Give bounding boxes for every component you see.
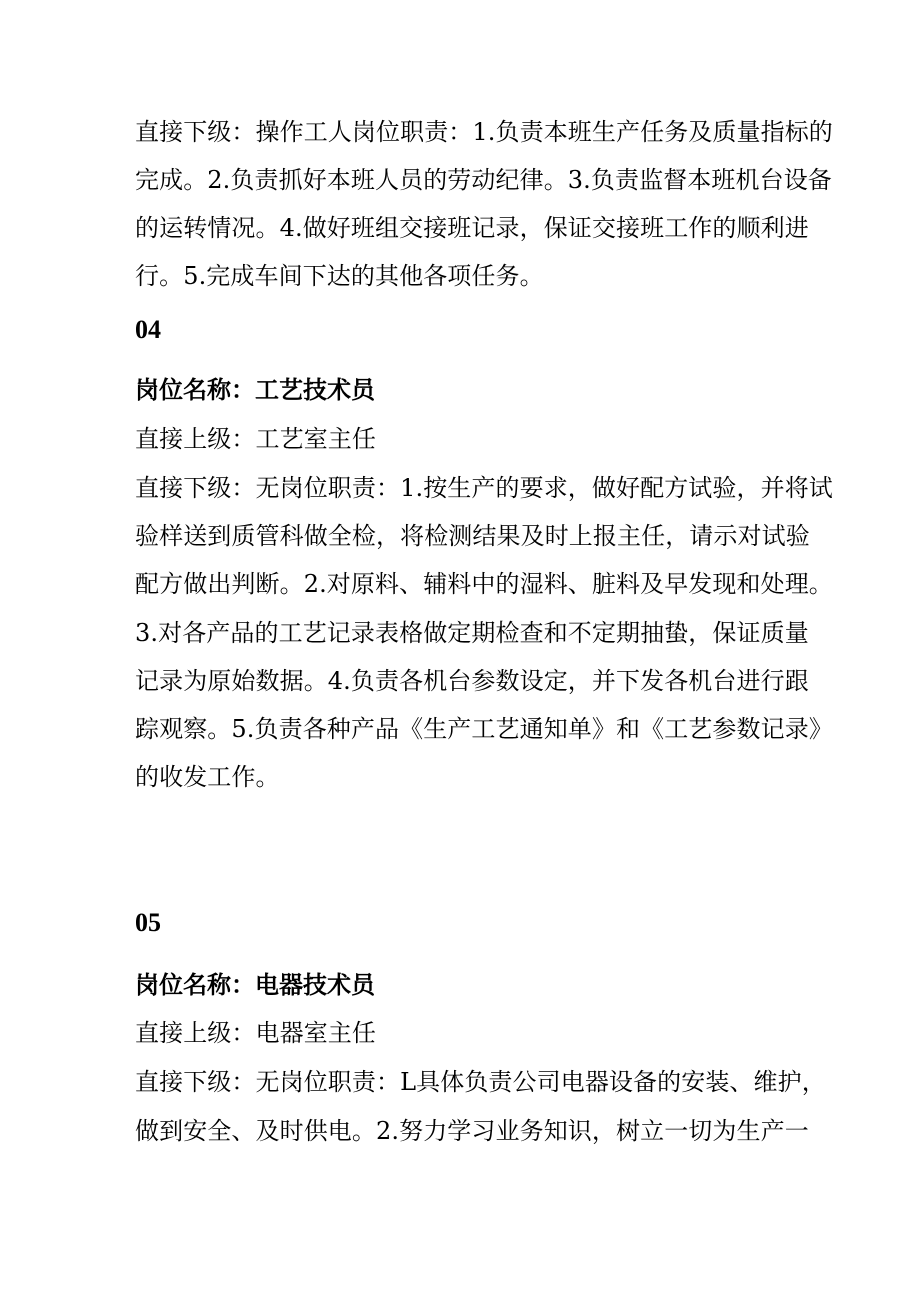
section-04-duties-line-7: 的收发工作。 (135, 763, 280, 791)
section-05-duties-line-2: 做到安全、及时供电。2.努力学习业务知识，树立一切为生产一 (135, 1117, 809, 1145)
section-04-duties-line-2: 验样送到质管科做全检，将检测结果及时上报主任，请示对试验 (135, 522, 810, 550)
section-05-title: 岗位名称：电器技术员 (135, 970, 375, 999)
section-04-duties-line-3: 配方做出判断。2.对原料、辅料中的湿料、脏料及早发现和处理。 (135, 570, 833, 598)
intro-line-3: 的运转情况。4.做好班组交接班记录，保证交接班工作的顺利进 (135, 214, 809, 242)
section-04-duties-line-1: 直接下级：无岗位职责：1.按生产的要求，做好配方试验，并将试 (135, 474, 833, 502)
section-04-superior: 直接上级：工艺室主任 (135, 425, 376, 453)
section-05-duties-line-1: 直接下级：无岗位职责：L具体负责公司电器设备的安装、维护， (135, 1068, 826, 1096)
intro-line-4: 行。5.完成车间下达的其他各项任务。 (135, 262, 544, 290)
section-04-duties-line-6: 踪观察。5.负责各种产品《生产工艺通知单》和《工艺参数记录》 (135, 715, 833, 743)
section-04-duties-line-4: 3.对各产品的工艺记录表格做定期检查和不定期抽蛰，保证质量 (135, 619, 809, 647)
section-04-title: 岗位名称：工艺技术员 (135, 375, 375, 404)
section-05-number: 05 (135, 908, 161, 937)
intro-line-1: 直接下级：操作工人岗位职责：1.负责本班生产任务及质量指标的 (135, 118, 833, 146)
section-05-superior: 直接上级：电器室主任 (135, 1019, 376, 1047)
section-04-duties-line-5: 记录为原始数据。4.负责各机台参数设定，并下发各机台进行跟 (135, 667, 809, 695)
section-04-number: 04 (135, 315, 161, 344)
intro-line-2: 完成。2.负责抓好本班人员的劳动纪律。3.负责监督本班机台设备 (135, 166, 832, 194)
